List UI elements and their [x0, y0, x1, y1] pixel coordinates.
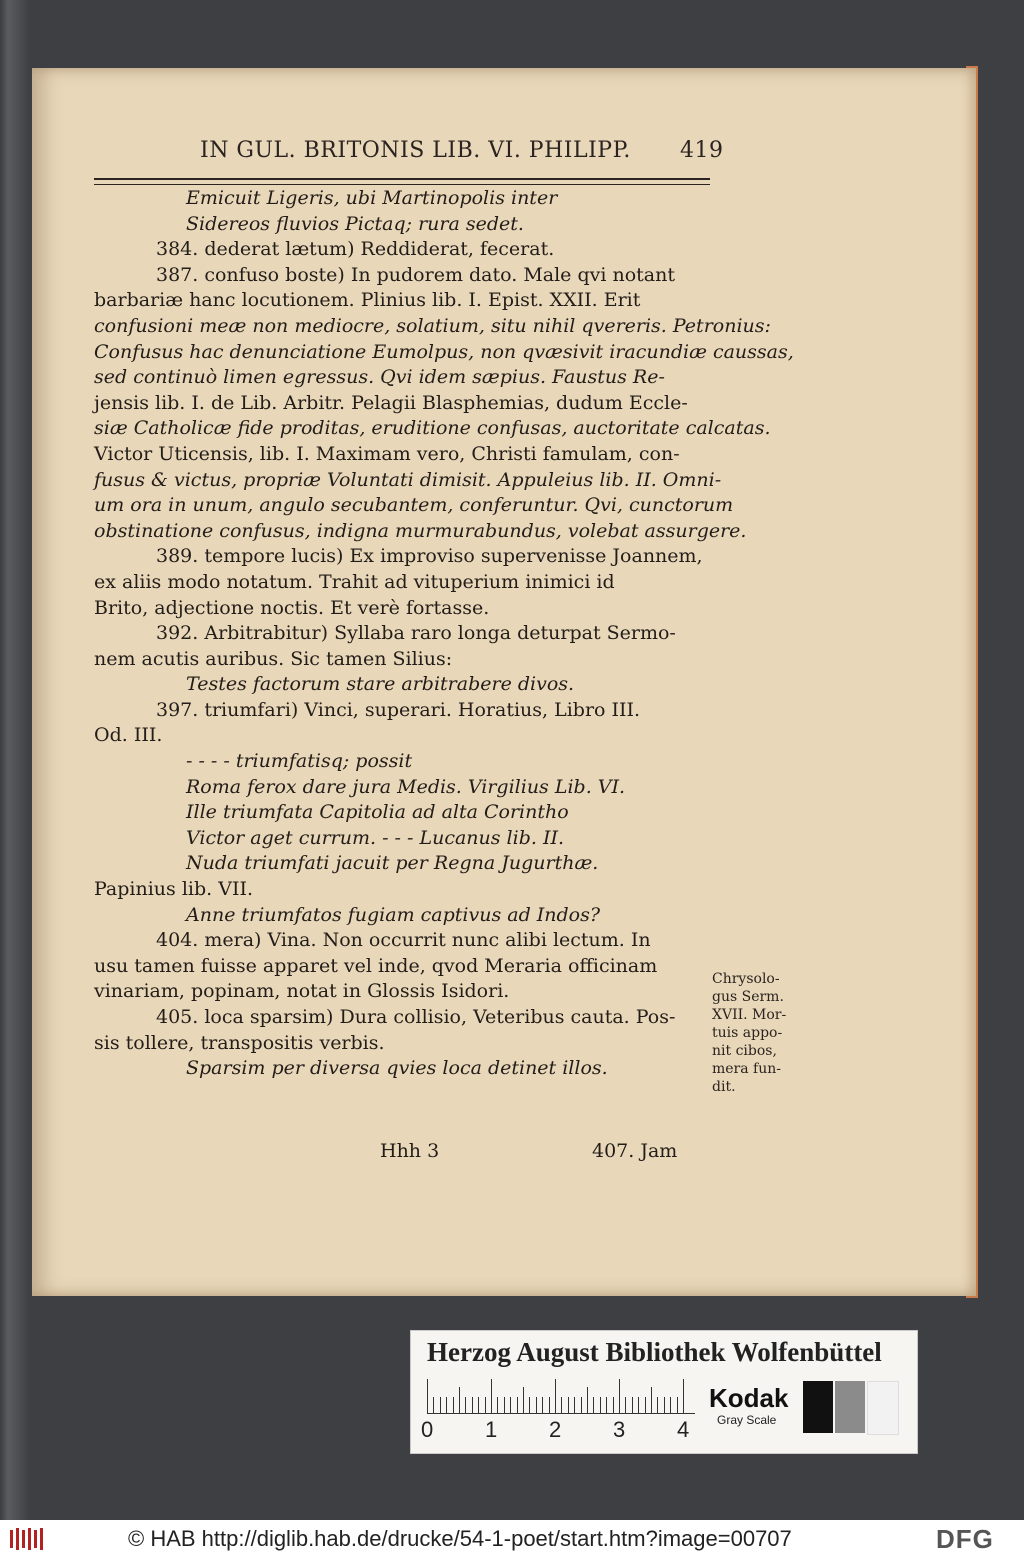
measurement-ruler	[427, 1377, 695, 1414]
text-line: barbariæ hanc locutionem. Plinius lib. I. Epist. XXII. Erit	[94, 289, 641, 312]
ruler-tick	[433, 1397, 434, 1413]
ruler-tick	[670, 1397, 671, 1413]
ruler-tick	[427, 1379, 428, 1413]
ruler-tick	[465, 1397, 466, 1413]
ruler-number: 4	[677, 1417, 690, 1442]
copyright-link[interactable]: © HAB http://diglib.hab.de/drucke/54-1-poet/start.htm?image=00707	[128, 1526, 792, 1551]
ruler-tick	[619, 1379, 620, 1413]
text-line: ex aliis modo notatum. Trahit ad vituperium inimici id	[94, 570, 615, 593]
black-swatch	[803, 1381, 833, 1433]
text-line: Emicuit Ligeris, ubi Martinopolis inter	[186, 187, 558, 209]
text-line: fusus & victus, propriæ Voluntati dimisit. Appuleius lib. II. Omni-	[94, 468, 722, 491]
ruler-number: 2	[549, 1417, 562, 1442]
catchword: 407. Jam	[592, 1140, 678, 1162]
text-line: confusioni meæ non mediocre, solatium, situ nihil qvereris. Petronius:	[94, 314, 771, 337]
ruler-tick	[677, 1397, 678, 1413]
text-line: jensis lib. I. de Lib. Arbitr. Pelagii Blasphemias, dudum Eccle-	[94, 391, 688, 414]
footer-bar	[0, 1520, 1024, 1557]
ruler-tick	[478, 1397, 479, 1413]
text-line: Testes factorum stare arbitrabere divos.	[186, 673, 575, 696]
ruler-tick	[536, 1397, 537, 1413]
text-line: Brito, adjectione noctis. Et verè fortasse.	[94, 596, 490, 619]
header-title: IN GUL. BRITONIS LIB. VI. PHILIPP.	[200, 138, 631, 163]
text-line: Victor Uticensis, lib. I. Maximam vero, Christi famulam, con-	[94, 442, 680, 465]
ruler-tick	[459, 1387, 460, 1413]
text-line: 392. Arbitrabitur) Syllaba raro longa deturpat Sermo-	[156, 622, 676, 645]
text-line: Victor aget currum. - - - Lucanus lib. II.	[186, 826, 564, 849]
text-line: Sparsim per diversa qvies loca detinet illos.	[186, 1057, 608, 1080]
ruler-tick	[587, 1387, 588, 1413]
text-line: 384. dederat lætum) Reddiderat, fecerat.	[156, 238, 555, 261]
ruler-tick	[440, 1397, 441, 1413]
white-swatch	[867, 1381, 899, 1435]
marginal-note-line: Chrysolo-	[712, 971, 780, 987]
text-line: vinariam, popinam, notat in Glossis Isidori.	[94, 980, 510, 1003]
text-line: Anne triumfatos fugiam captivus ad Indos?	[186, 903, 601, 926]
ruler-number: 1	[485, 1417, 498, 1442]
ruler-tick	[606, 1397, 607, 1413]
ruler-tick	[581, 1397, 582, 1413]
ruler-tick	[549, 1397, 550, 1413]
signature-mark: Hhh 3	[380, 1140, 440, 1162]
text-line: Sidereos fluvios Pictaq; rura sedet.	[186, 212, 524, 235]
text-line: Ille triumfata Capitolia ad alta Corintho	[186, 801, 569, 824]
ruler-tick	[555, 1379, 556, 1413]
text-line: obstinatione confusus, indigna murmurabundus, volebat assurgere.	[94, 519, 747, 542]
text-line: Papinius lib. VII.	[94, 878, 254, 901]
ruler-tick	[593, 1397, 594, 1413]
hab-logo-icon	[8, 1526, 48, 1552]
marginal-note-line: XVII. Mor-	[712, 1007, 787, 1023]
ruler-tick	[657, 1397, 658, 1413]
ruler-tick	[491, 1379, 492, 1413]
gray-scale-label: Gray Scale	[717, 1413, 777, 1427]
text-line: - - - - triumfatisq; possit	[186, 750, 413, 773]
card-title: Herzog August Bibliothek Wolfenbüttel	[427, 1337, 882, 1367]
header-rule	[94, 178, 710, 185]
marginal-note-line: mera fun-	[712, 1061, 781, 1077]
ruler-tick	[485, 1397, 486, 1413]
ruler-tick	[497, 1397, 498, 1413]
text-line: usu tamen fuisse apparet vel inde, qvod Meraria officinam	[94, 954, 658, 977]
text-line: Nuda triumfati jacuit per Regna Jugurthæ.	[186, 852, 599, 875]
text-line: 387. confuso boste) In pudorem dato. Male qvi notant	[156, 263, 675, 286]
running-header	[200, 138, 724, 163]
ruler-tick	[613, 1397, 614, 1413]
ruler-tick	[453, 1397, 454, 1413]
text-line: Confusus hac denunciatione Eumolpus, non qvæsivit iracundiæ caussas,	[94, 340, 794, 363]
marginal-note-line: tuis appo-	[712, 1025, 783, 1041]
ruler-tick	[510, 1397, 511, 1413]
text-line: nem acutis auribus. Sic tamen Silius:	[94, 647, 453, 670]
ruler-tick	[664, 1397, 665, 1413]
ruler-tick	[651, 1387, 652, 1413]
text-line: 397. triumfari) Vinci, superari. Horatius, Libro III.	[156, 698, 641, 721]
page-number: 419	[680, 138, 724, 163]
text-line: 404. mera) Vina. Non occurrit nunc alibi lectum. In	[156, 929, 651, 952]
marginal-note-line: gus Serm.	[712, 989, 784, 1005]
text-line: sis tollere, transpositis verbis.	[94, 1031, 385, 1054]
kodak-logo: Kodak	[709, 1383, 789, 1413]
marginal-note-line: dit.	[712, 1079, 736, 1095]
ruler-tick	[523, 1387, 524, 1413]
marginal-note-line: nit cibos,	[712, 1043, 777, 1059]
text-line: 405. loca sparsim) Dura collisio, Veteribus cauta. Pos-	[156, 1006, 676, 1028]
text-line: Od. III.	[94, 724, 163, 747]
ruler-tick	[542, 1397, 543, 1413]
ruler-tick	[638, 1397, 639, 1413]
text-line: um ora in unum, angulo secubantem, conferuntur. Qvi, cunctorum	[94, 494, 734, 517]
gray-swatch	[835, 1381, 865, 1433]
ruler-tick	[517, 1397, 518, 1413]
ruler-tick	[568, 1397, 569, 1413]
ruler-tick	[446, 1397, 447, 1413]
ruler-tick	[625, 1397, 626, 1413]
ruler-tick	[632, 1397, 633, 1413]
ruler-tick	[600, 1397, 601, 1413]
ruler-tick	[561, 1397, 562, 1413]
ruler-tick	[574, 1397, 575, 1413]
ruler-tick	[683, 1379, 684, 1413]
marginal-note	[712, 970, 792, 1096]
text-line: sed continuò limen egressus. Qvi idem sæpius. Faustus Re-	[94, 366, 665, 389]
text-line: Roma ferox dare jura Medis. Virgilius Lib. VI.	[186, 775, 626, 798]
ruler-tick	[645, 1397, 646, 1413]
ruler-number: 0	[421, 1417, 434, 1442]
dfg-logo: DFG	[936, 1524, 994, 1554]
ruler-tick	[472, 1397, 473, 1413]
text-line: 389. tempore lucis) Ex improviso supervenisse Joannem,	[156, 545, 703, 568]
ruler-tick	[529, 1397, 530, 1413]
text-line: siæ Catholicæ fide proditas, eruditione confusas, auctoritate calcatas.	[94, 417, 771, 440]
ruler-number: 3	[613, 1417, 626, 1442]
ruler-tick	[504, 1397, 505, 1413]
color-reference-card	[410, 1330, 918, 1454]
